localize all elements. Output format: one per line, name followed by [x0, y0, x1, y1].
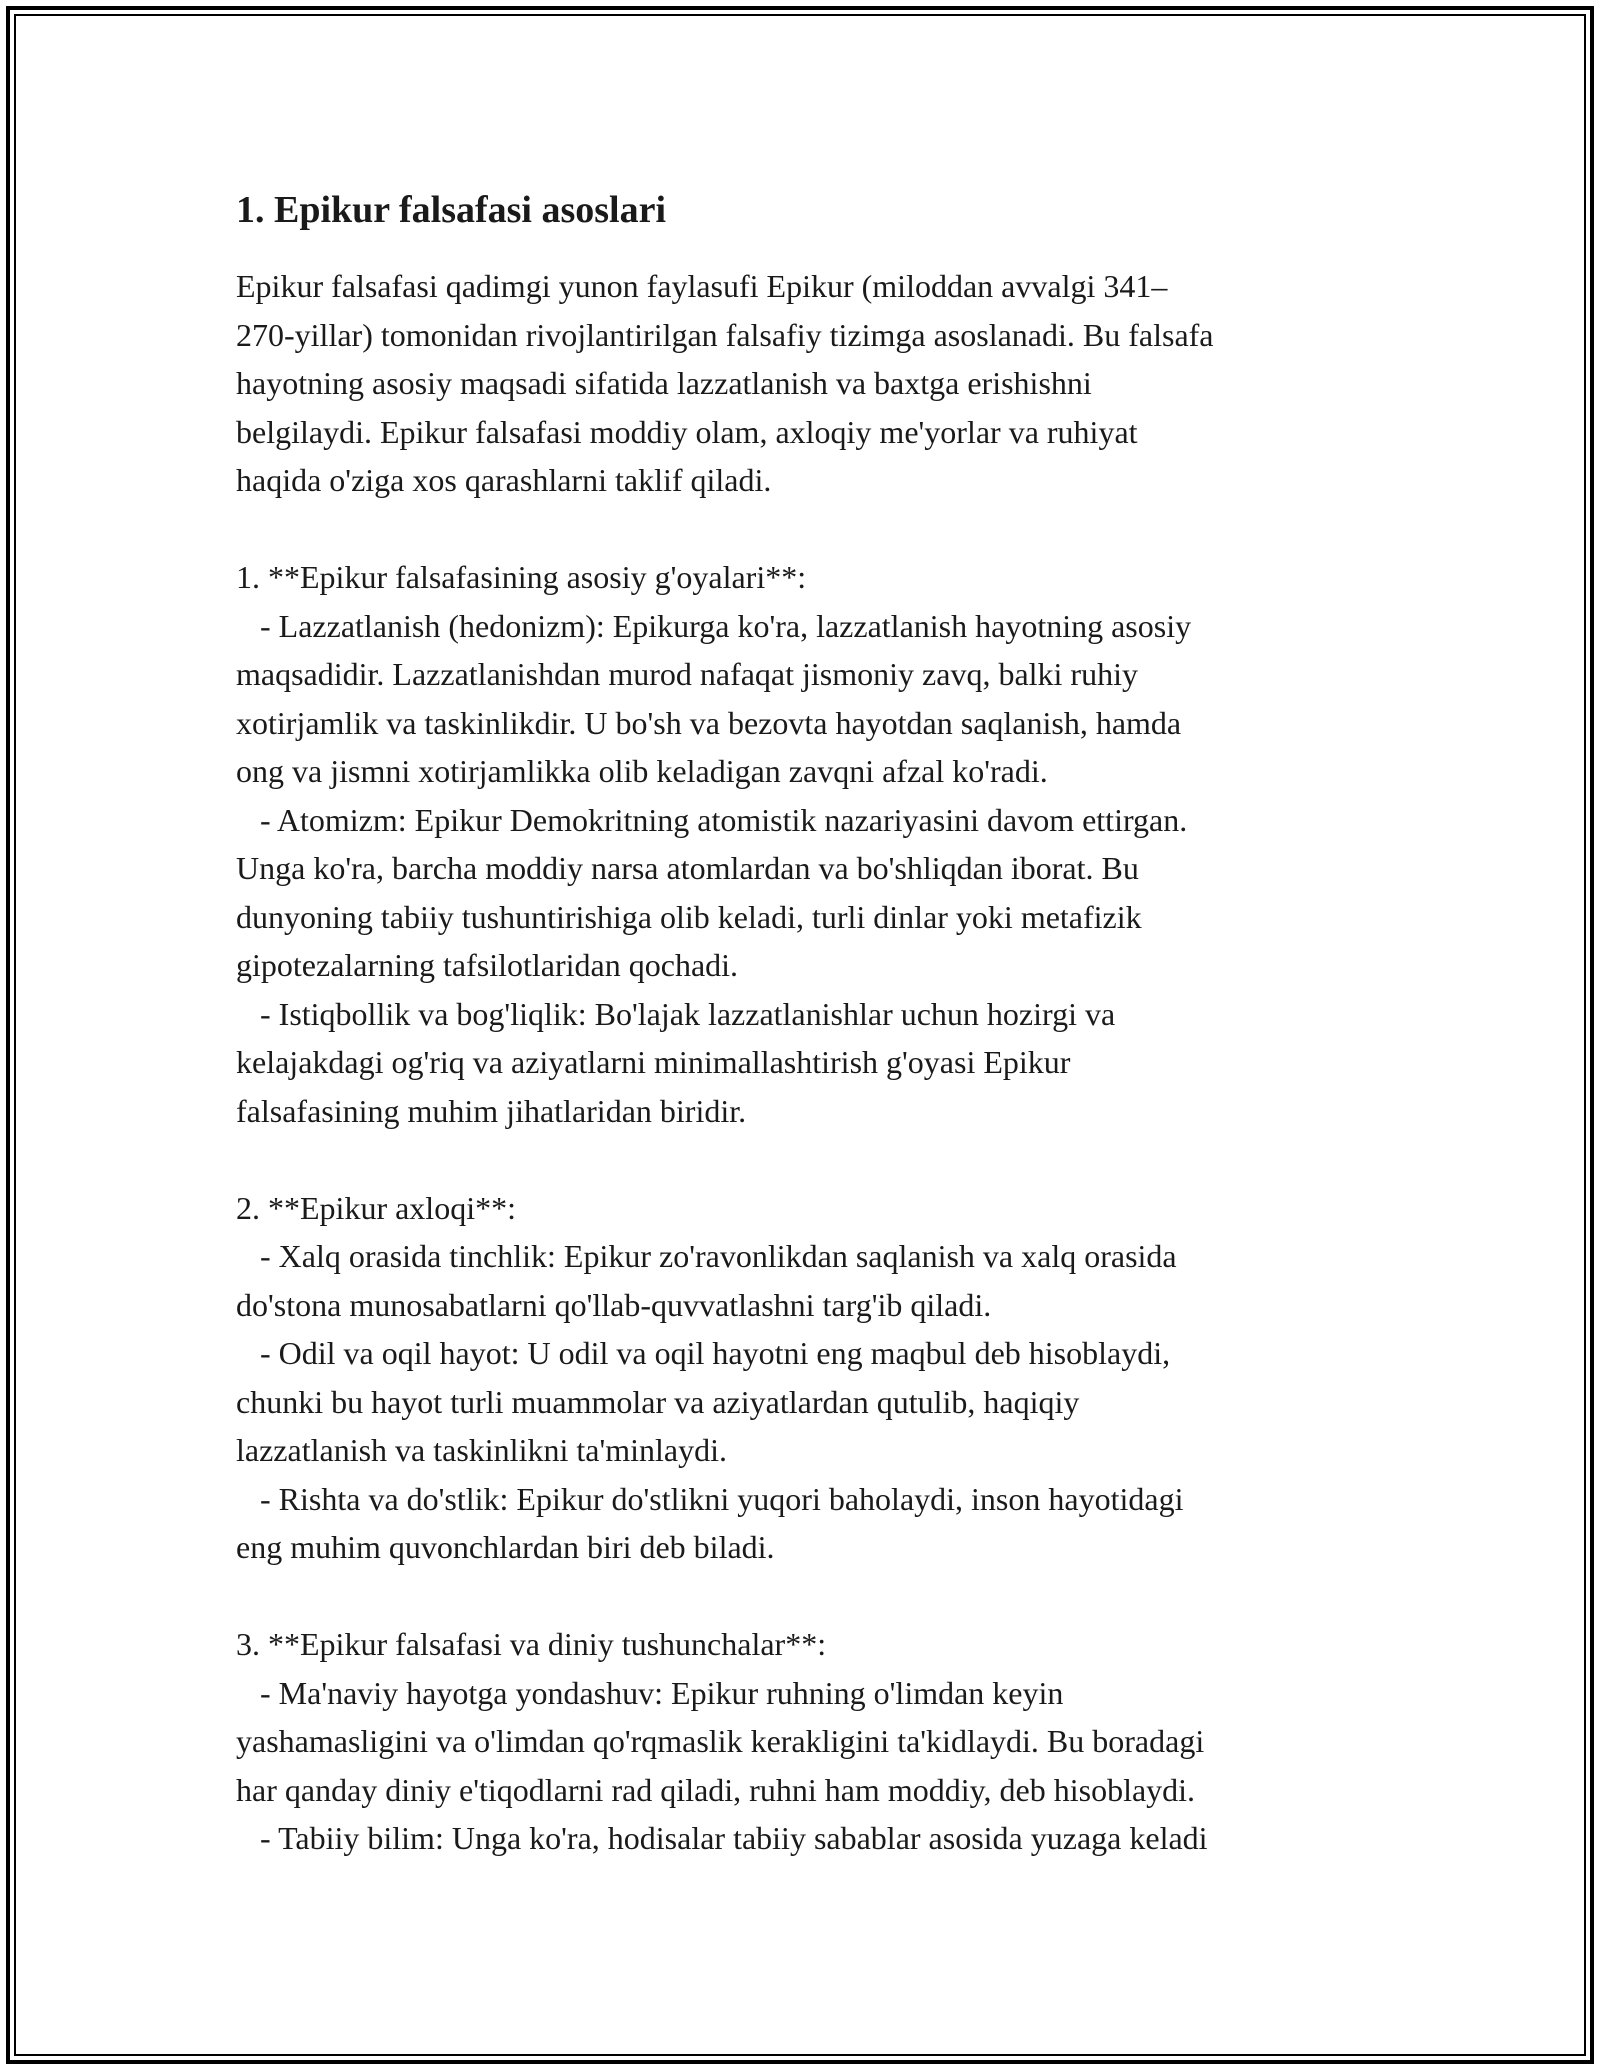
text-line: har qanday diniy e'tiqodlarni rad qiladi, ruhni ham moddiy, deb hisoblaydi. [236, 1771, 1196, 1808]
text-line: - Ma'naviy hayotga yondashuv: Epikur ruhning o'limdan keyin [236, 1674, 1064, 1711]
text-line: ong va jismni xotirjamlikka olib keladigan zavqni afzal ko'radi. [236, 753, 1048, 789]
document-body [236, 186, 1386, 1863]
text-line: yashamasligini va o'limdan qo'rqmaslik kerakligini ta'kidlaydi. Bu boradagi [236, 1723, 1205, 1759]
blank-line [236, 1135, 1386, 1184]
section-3 [236, 1620, 1386, 1863]
text-line: xotirjamlik va taskinlikdir. U bo'sh va bezovta hayotdan saqlanish, hamda [236, 704, 1182, 741]
blank-line [236, 1572, 1386, 1621]
text-line: haqida o'ziga xos qarashlarni taklif qiladi. [236, 462, 772, 498]
text-line: - Tabiiy bilim: Unga ko'ra, hodisalar tabiiy sabablar asosida yuzaga keladi [236, 1820, 1208, 1856]
section-heading: 1. **Epikur falsafasining asosiy g'oyalari**: [236, 559, 807, 595]
text-line: maqsadidir. Lazzatlanishdan murod nafaqat jismoniy zavq, balki ruhiy [236, 656, 1138, 692]
text-line: hayotning asosiy maqsadi sifatida lazzatlanish va baxtga erishishni [236, 365, 1092, 401]
text-line: - Rishta va do'stlik: Epikur do'stlikni yuqori baholaydi, inson hayotidagi [236, 1480, 1184, 1517]
intro-paragraph [236, 262, 1386, 505]
section-1 [236, 553, 1386, 1135]
blank-line [236, 505, 1386, 554]
text-line: lazzatlanish va taskinlikni ta'minlaydi. [236, 1432, 727, 1468]
text-line: - Xalq orasida tinchlik: Epikur zo'ravonlikdan saqlanish va xalq orasida [236, 1238, 1177, 1274]
text-line: chunki bu hayot turli muammolar va aziyatlardan qutulib, haqiqiy [236, 1383, 1080, 1420]
text-line: - Istiqbollik va bog'liqlik: Bo'lajak lazzatlanishlar uchun hozirgi va [236, 995, 1116, 1032]
text-line: falsafasining muhim jihatlaridan biridir. [236, 1092, 747, 1129]
section-2 [236, 1184, 1386, 1572]
text-line: Unga ko'ra, barcha moddiy narsa atomlardan va bo'shliqdan iborat. Bu [236, 850, 1139, 886]
document-title: 1. Epikur falsafasi asoslari [236, 189, 667, 231]
text-line: kelajakdagi og'riq va aziyatlarni minimallashtirish g'oyasi Epikur [236, 1044, 1071, 1080]
text-line: dunyoning tabiiy tushuntirishiga olib keladi, turli dinlar yoki metafizik [236, 898, 1142, 935]
text-line: - Lazzatlanish (hedonizm): Epikurga ko'ra, lazzatlanish hayotning asosiy [236, 607, 1192, 644]
text-line: belgilaydi. Epikur falsafasi moddiy olam, axloqiy me'yorlar va ruhiyat [236, 413, 1138, 450]
section-heading: 2. **Epikur axloqi**: [236, 1189, 516, 1226]
text-line: 270-yillar) tomonidan rivojlantirilgan falsafiy tizimga asoslanadi. Bu falsafa [236, 316, 1214, 353]
text-line: - Odil va oqil hayot: U odil va oqil hayotni eng maqbul deb hisoblaydi, [236, 1335, 1171, 1371]
text-line: - Atomizm: Epikur Demokritning atomistik nazariyasini davom ettirgan. [236, 801, 1188, 838]
text-line: eng muhim quvonchlardan biri deb biladi. [236, 1529, 775, 1565]
section-heading: 3. **Epikur falsafasi va diniy tushunchalar**: [236, 1626, 827, 1662]
text-line: Epikur falsafasi qadimgi yunon faylasufi Epikur (miloddan avvalgi 341– [236, 268, 1168, 304]
text-line: do'stona munosabatlarni qo'llab-quvvatlashni targ'ib qiladi. [236, 1286, 992, 1323]
text-line: gipotezalarning tafsilotlaridan qochadi. [236, 947, 739, 983]
